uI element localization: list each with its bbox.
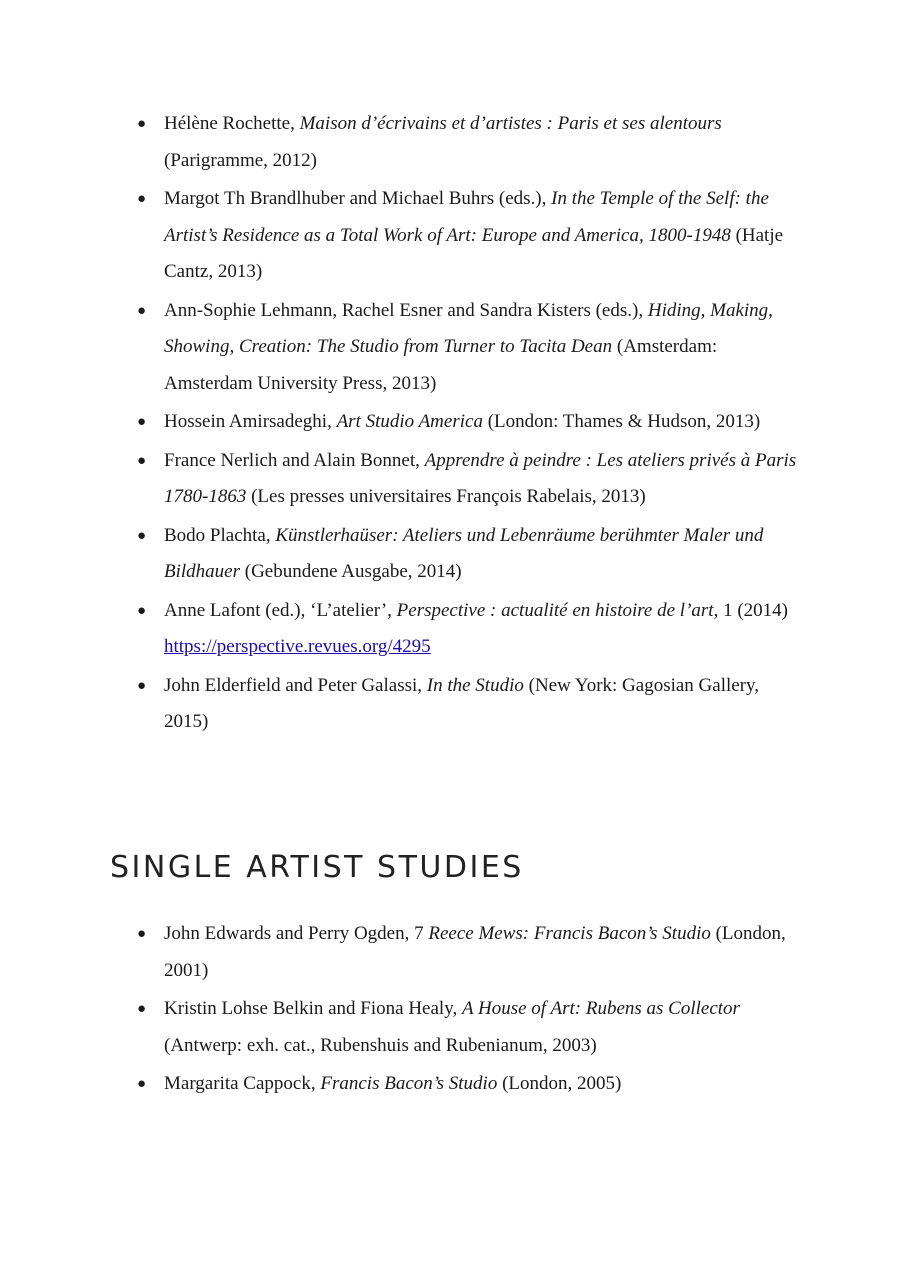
entry-authors: France Nerlich and Alain Bonnet,: [164, 449, 425, 471]
entry-title: Art Studio America: [336, 411, 483, 432]
bibliography-list-single-artist: [137, 916, 797, 1105]
list-item: [137, 668, 797, 741]
list-item: [137, 443, 797, 516]
list-item: [137, 404, 797, 441]
list-item: [137, 181, 797, 291]
list-item: [137, 593, 797, 666]
entry-authors: Bodo Plachta,: [164, 524, 276, 546]
perspective-link[interactable]: https://perspective.revues.org/4295: [164, 636, 431, 657]
entry-publication: (Hatje Cantz, 2013): [164, 224, 784, 282]
bullet-icon: ●: [137, 452, 147, 469]
entry-authors: Ann-Sophie Lehmann, Rachel Esner and Sandra Kisters (eds.),: [164, 299, 648, 321]
list-item: [137, 518, 797, 591]
entry-title: In the Studio: [426, 674, 524, 696]
entry-authors: John Elderfield and Peter Galassi,: [164, 674, 427, 696]
entry-publication: (London, 2005): [497, 1073, 622, 1094]
entry-title: Francis Bacon’s Studio: [320, 1073, 498, 1094]
entry-authors: Hossein Amirsadeghi,: [164, 411, 337, 432]
entry-title: In the Temple of the Self: the Artist’s Residence as a Total Work of Art: Europe and America, 1800-1948: [164, 188, 769, 246]
bibliography-list-general: [137, 106, 797, 743]
entry-publication: (Antwerp: exh. cat., Rubenshuis and Rubenianum, 2003): [164, 1034, 597, 1056]
entry-title: A House of Art: Rubens as Collector: [461, 998, 740, 1019]
entry-title: Hiding, Making, Showing, Creation: The Studio from Turner to Tacita Dean: [164, 299, 773, 357]
entry-authors: Hélène Rochette,: [164, 113, 300, 134]
list-item: [137, 991, 797, 1064]
bullet-icon: ●: [137, 302, 147, 319]
bullet-icon: ●: [137, 1076, 147, 1092]
entry-publication: (Gebundene Ausgabe, 2014): [240, 561, 462, 582]
bullet-icon: ●: [137, 414, 147, 430]
section-heading: SINGLE ARTIST STUDIES: [110, 850, 524, 885]
entry-authors: Kristin Lohse Belkin and Fiona Healy,: [164, 998, 462, 1019]
entry-publication: (Parigramme, 2012): [164, 149, 318, 171]
bullet-icon: ●: [137, 527, 147, 544]
entry-publication: , 1 (2014): [713, 599, 788, 621]
entry-publication: (London: Thames & Hudson, 2013): [482, 411, 761, 432]
entry-title: Maison d’écrivains et d’artistes : Paris et ses alentours: [299, 113, 722, 134]
entry-title: Apprendre à peindre : Les ateliers privés à Paris 1780-1863: [164, 449, 797, 507]
entry-publication: (Amsterdam: Amsterdam University Press, 2013): [164, 336, 718, 394]
list-item: [137, 106, 797, 179]
entry-title: Reece Mews: Francis Bacon’s Studio: [428, 923, 711, 944]
list-item: [137, 1066, 797, 1103]
entry-publication: (Les presses universitaires François Rabelais, 2013): [246, 486, 646, 507]
list-item: [137, 916, 797, 989]
entry-title: Künstlerhaüser: Ateliers und Lebenräume berühmter Maler und Bildhauer: [164, 524, 764, 582]
list-item: [137, 293, 797, 403]
entry-publication: (New York: Gagosian Gallery, 2015): [164, 674, 760, 732]
entry-publication: (London, 2001): [164, 923, 786, 981]
bullet-icon: ●: [137, 926, 147, 942]
bullet-icon: ●: [137, 677, 147, 694]
entry-authors: John Edwards and Perry Ogden, 7: [164, 923, 429, 944]
bullet-icon: ●: [137, 1001, 147, 1017]
entry-authors: Margarita Cappock,: [164, 1073, 321, 1094]
bullet-icon: ●: [137, 602, 147, 619]
bullet-icon: ●: [137, 191, 147, 207]
entry-authors: Anne Lafont (ed.), ‘L’atelier’,: [164, 599, 397, 621]
entry-title: Perspective : actualité en histoire de l’art: [396, 599, 714, 621]
entry-authors: Margot Th Brandlhuber and Michael Buhrs (eds.),: [164, 188, 552, 209]
bullet-icon: ●: [137, 116, 147, 132]
